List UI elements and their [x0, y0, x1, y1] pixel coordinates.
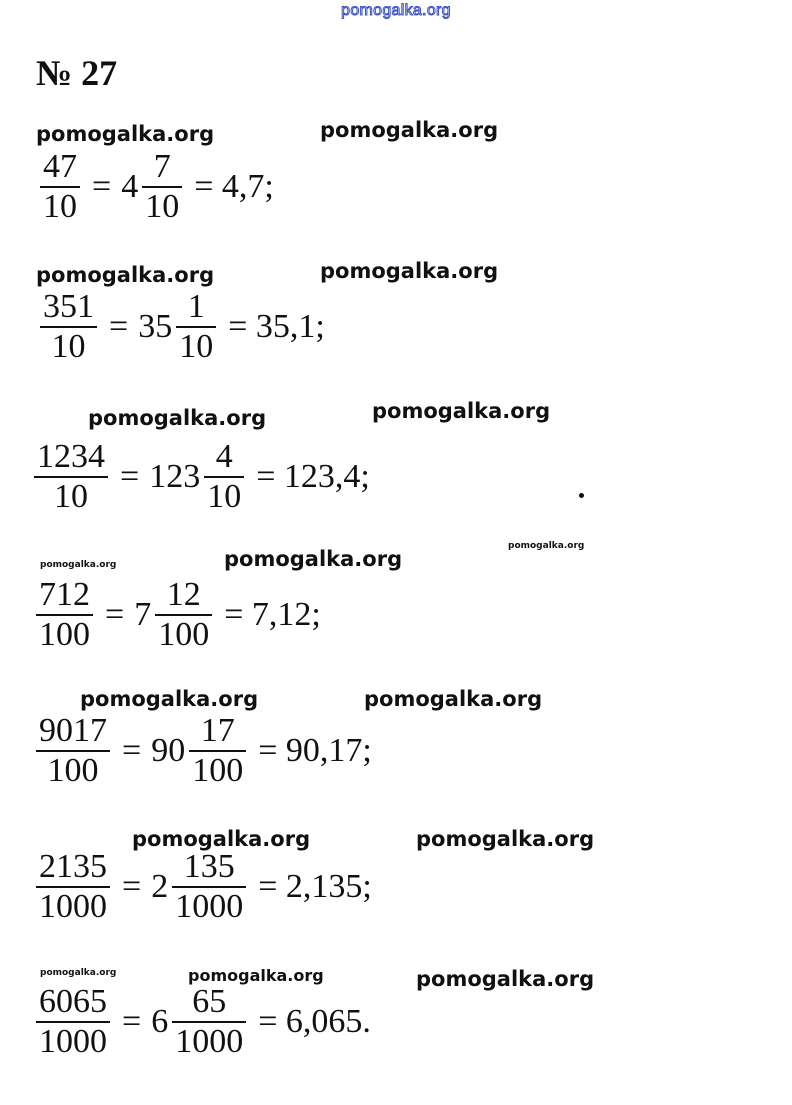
decimal-result: = 35,1;: [228, 308, 325, 345]
mixed-fraction: [172, 848, 246, 926]
equals-sign: =: [122, 1003, 142, 1040]
equation-1: [38, 148, 284, 226]
improper-fraction: [36, 576, 93, 654]
fraction-numerator: 47: [43, 148, 77, 185]
fraction-numerator: 2135: [39, 848, 107, 885]
watermark: pomogalka.org: [188, 966, 324, 985]
whole-part: 2: [151, 868, 169, 905]
fraction-denominator: 100: [47, 752, 99, 789]
watermark: pomogalka.org: [508, 541, 585, 551]
fraction-denominator: 1000: [39, 1023, 107, 1060]
watermark: pomogalka.org: [320, 118, 499, 142]
fraction-numerator: 4: [215, 438, 233, 475]
fraction-numerator: 17: [200, 712, 235, 749]
equation-5: [34, 712, 382, 790]
fraction-numerator: 135: [183, 848, 235, 885]
improper-fraction: [36, 983, 110, 1061]
watermark: pomogalka.org: [40, 968, 117, 978]
watermark: pomogalka.org: [36, 263, 215, 287]
improper-fraction: [40, 288, 97, 366]
fraction-denominator: 10: [51, 328, 86, 365]
equation-4: [34, 576, 331, 654]
decimal-result: = 4,7;: [194, 168, 274, 205]
fraction-denominator: 100: [39, 616, 90, 653]
decimal-result: = 90,17;: [258, 732, 372, 769]
fraction-numerator: 6065: [39, 983, 107, 1020]
fraction-numerator: 65: [192, 983, 227, 1020]
fraction-denominator: 100: [192, 752, 244, 789]
mixed-fraction: [176, 288, 216, 366]
watermark: pomogalka.org: [416, 967, 595, 991]
fraction-numerator: 1234: [37, 438, 105, 475]
fraction-denominator: 1000: [175, 888, 244, 925]
equation-7: [34, 983, 381, 1061]
whole-part: 90: [151, 732, 186, 769]
fraction-denominator: 1000: [39, 888, 107, 925]
equation-2: [38, 288, 335, 366]
whole-part: 35: [138, 308, 173, 345]
fraction-numerator: 1: [187, 288, 205, 325]
whole-part: 6: [151, 1003, 169, 1040]
equals-sign: =: [120, 458, 140, 495]
decimal-result: = 2,135;: [258, 868, 372, 905]
fraction-denominator: 10: [207, 478, 242, 515]
mixed-fraction: [172, 983, 246, 1061]
improper-fraction: [34, 438, 108, 516]
watermark: pomogalka.org: [132, 827, 311, 851]
equals-sign: =: [105, 596, 125, 633]
page-title: № 27: [36, 53, 118, 93]
fraction-denominator: 10: [145, 188, 180, 225]
equation-6: [34, 848, 382, 926]
watermark: pomogalka.org: [372, 399, 551, 423]
fraction-numerator: 9017: [39, 712, 107, 749]
fraction-numerator: 12: [166, 576, 201, 613]
watermark: pomogalka.org: [88, 406, 267, 430]
fraction-denominator: 10: [54, 478, 88, 515]
whole-part: 123: [149, 458, 201, 495]
fraction-denominator: 100: [158, 616, 210, 653]
watermark: pomogalka.org: [224, 547, 403, 571]
watermark: pomogalka.org: [320, 259, 499, 283]
fraction-denominator: 1000: [175, 1023, 244, 1060]
decimal-result: = 123,4;: [256, 458, 370, 495]
improper-fraction: [40, 148, 80, 226]
equals-sign: =: [109, 308, 129, 345]
equals-sign: =: [122, 732, 142, 769]
watermark: pomogalka.org: [416, 827, 595, 851]
mixed-fraction: [142, 148, 182, 226]
decimal-result: = 7,12;: [224, 596, 321, 633]
fraction-numerator: 712: [39, 576, 90, 613]
mixed-fraction: [155, 576, 212, 654]
equals-sign: =: [92, 168, 112, 205]
watermark: pomogalka.org: [80, 687, 259, 711]
watermark: pomogalka.org: [36, 122, 215, 146]
watermark: pomogalka.org: [364, 687, 543, 711]
mixed-fraction: [189, 712, 246, 790]
improper-fraction: [36, 848, 110, 926]
top-watermark: pomogalka.org: [341, 2, 451, 19]
equals-sign: =: [122, 868, 142, 905]
stray-dot: [579, 493, 584, 498]
whole-part: 4: [121, 168, 139, 205]
equation-3: [32, 438, 380, 516]
fraction-numerator: 351: [43, 288, 94, 325]
mixed-fraction: [204, 438, 244, 516]
watermark: pomogalka.org: [40, 560, 117, 570]
whole-part: 7: [134, 596, 152, 633]
fraction-denominator: 10: [179, 328, 214, 365]
fraction-denominator: 10: [43, 188, 77, 225]
improper-fraction: [36, 712, 110, 790]
fraction-numerator: 7: [153, 148, 171, 185]
decimal-result: = 6,065.: [258, 1003, 371, 1040]
